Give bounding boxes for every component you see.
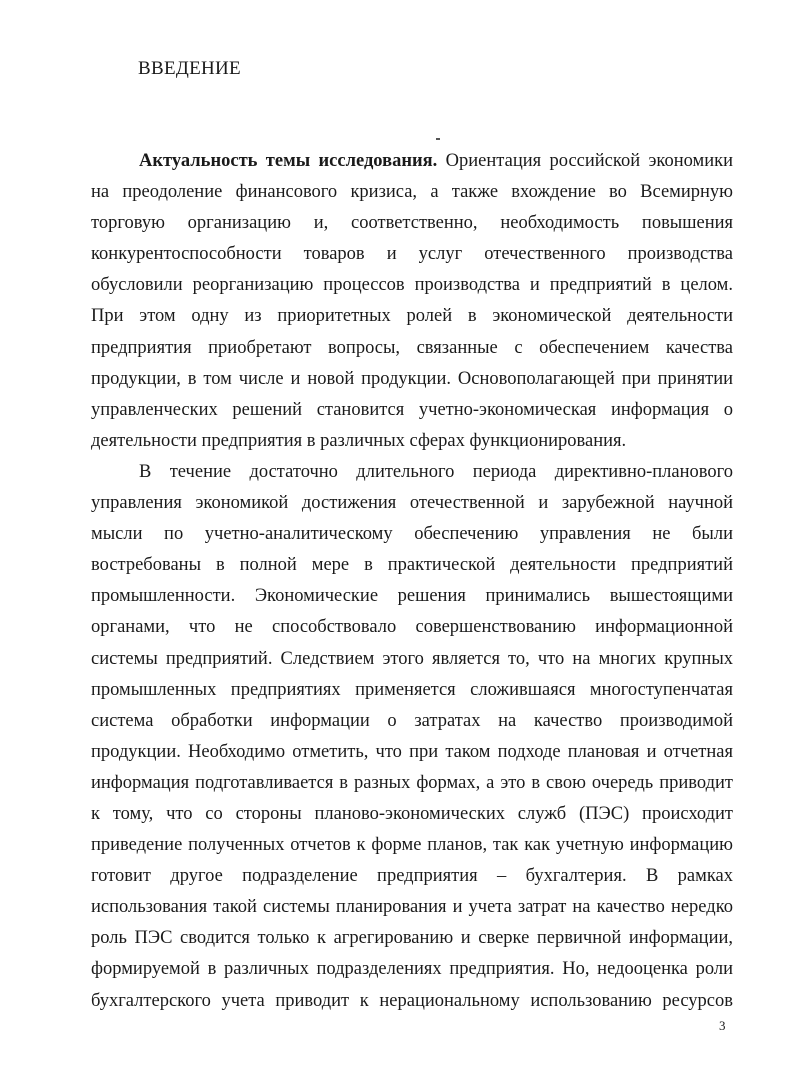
- page-heading: ВВЕДЕНИЕ: [138, 58, 241, 79]
- paragraph1-line: на преодоление финансового кризиса, а также вхождение во Всемирную: [91, 182, 733, 203]
- paragraph1-line: продукции, в том числе и новой продукции. Основополагающей при принятии: [91, 368, 733, 389]
- paragraph2-line: формируемой в различных подразделениях предприятия. Но, недооценка роли: [91, 959, 733, 980]
- paragraph1-line: торговую организацию и, соответственно, необходимость повышения: [91, 213, 733, 234]
- paragraph2-line: роль ПЭС сводится только к агрегированию и сверке первичной информации,: [91, 928, 733, 949]
- paragraph2-line: системы предприятий. Следствием этого является то, что на многих крупных: [91, 648, 733, 669]
- paragraph2-line: продукции. Необходимо отметить, что при таком подходе плановая и отчетная: [91, 741, 733, 762]
- paragraph2-line: востребованы в полной мере в практической деятельности предприятий: [91, 555, 733, 576]
- scan-speck: [436, 138, 440, 140]
- paragraph2-line: готовит другое подразделение предприятия – бухгалтерия. В рамках: [91, 866, 733, 887]
- paragraph2-line: управления экономикой достижения отечественной и зарубежной научной: [91, 493, 733, 514]
- paragraph2-line: В течение достаточно длительного периода директивно-планового: [139, 461, 733, 482]
- paragraph1-line: предприятия приобретают вопросы, связанные с обеспечением качества: [91, 337, 733, 358]
- paragraph1-bold-lead: Актуальность темы исследования.: [139, 151, 438, 171]
- paragraph2-line: промышленности. Экономические решения принимались вышестоящими: [91, 586, 733, 607]
- paragraph1-line: конкурентоспособности товаров и услуг отечественного производства: [91, 244, 733, 265]
- paragraph2-line: система обработки информации о затратах на качество производимой: [91, 710, 733, 731]
- paragraph2-line: информация подготавливается в разных формах, а это в свою очередь приводит: [91, 772, 733, 793]
- paragraph1-line: обусловили реорганизацию процессов производства и предприятий в целом.: [91, 275, 733, 296]
- paragraph2-line: к тому, что со стороны планово-экономических служб (ПЭС) происходит: [91, 803, 733, 824]
- body-text: [91, 146, 733, 1017]
- paragraph1-line: деятельности предприятия в различных сферах функционирования.: [91, 430, 627, 451]
- paragraph2-line: органами, что не способствовало совершенствованию информационной: [91, 617, 733, 638]
- paragraph1-line1-rest: Ориентация российской экономики: [437, 151, 733, 171]
- paragraph2-line: бухгалтерского учета приводит к нерациональному использованию ресурсов: [91, 990, 733, 1011]
- paragraph1-line: управленческих решений становится учетно-экономическая информация о: [91, 399, 733, 420]
- paragraph1-line: При этом одну из приоритетных ролей в экономической деятельности: [91, 306, 733, 327]
- paragraph2-line: мысли по учетно-аналитическому обеспечению управления не были: [91, 524, 733, 545]
- paragraph2-line: использования такой системы планирования и учета затрат на качество нередко: [91, 897, 733, 918]
- paragraph1-line: [91, 146, 733, 177]
- paragraph2-line: приведение полученных отчетов к форме планов, так как учетную информацию: [91, 835, 733, 856]
- paragraph2-line: промышленных предприятиях применяется сложившаяся многоступенчатая: [91, 679, 733, 700]
- page-number: 3: [719, 1018, 726, 1033]
